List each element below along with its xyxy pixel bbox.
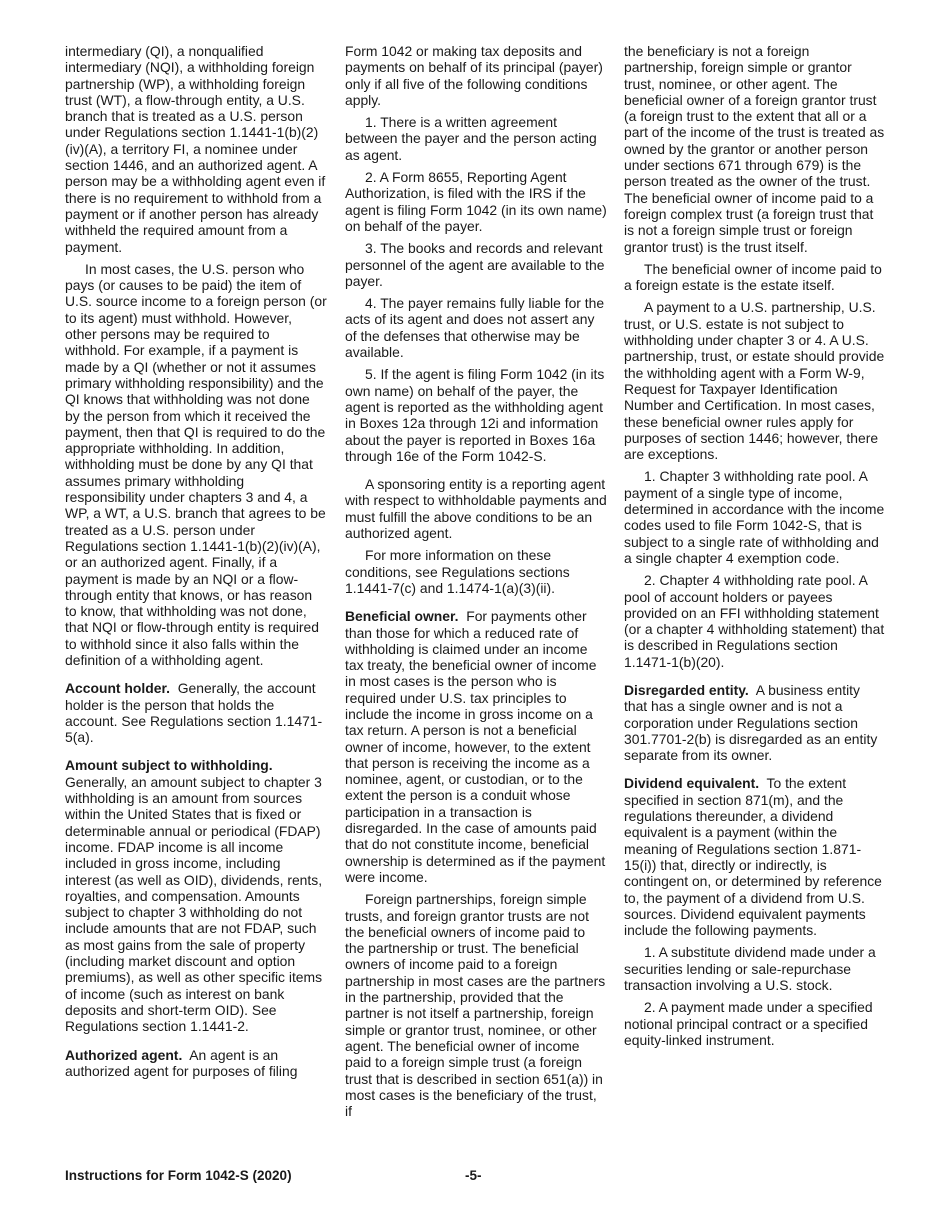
paragraph: In most cases, the U.S. person who pays (or causes to be paid) the item of U.S. source income to a foreign person (or to its agent) must withhold. However, other persons may be required to withhold. For example, if a payment is made by a QI (whether or not it assumes primary withholding responsibility) and the QI knows that withholding was not done by the person from which it received the payment, then that QI is required to do the appropriate withholding. In addition, withholding must be done by any QI that assumes primary withholding responsibility under chapters 3 and 4, a WP, a WT, a U.S. branch that agrees to be treated as a U.S. person under Regulations section 1.1441-1(b)(2)(iv)(A), or an authorized agent. Finally, if a payment is made by an NQI or a flow-through entity that knows, or has reason to know, that withholding was not done, that NQI or flow-through entity is required to withhold since it also falls within the definition of a withholding agent.: [65, 260, 327, 668]
condition-item: 1. There is a written agreement between the payer and the person acting as agent.: [345, 114, 597, 163]
list-item: 1. Chapter 3 withholding rate pool. A payment of a single type of income, determined in accordance with the income codes used to file Form 1042-S, that is subject to a single rate of withholding and a single chapter 4 exemption code.: [624, 468, 885, 566]
paragraph: Form 1042 or making tax deposits and payments on behalf of its principal (payer) only if all five of the following conditions apply.: [345, 43, 603, 108]
column-2: [345, 43, 607, 1125]
condition-item: 2. A Form 8655, Reporting Agent Authorization, is filed with the IRS if the agent is filing Form 1042 (in its own name) on behalf of the payer.: [345, 169, 607, 234]
definition-text: A business entity that has a single owner and is not a corporation under Regulations section 301.7701-2(b) is disregarded as an entity separate from its owner.: [624, 681, 878, 764]
footer-title: Instructions for Form 1042-S (2020): [65, 1168, 292, 1183]
definition-beneficial-owner: [345, 608, 607, 885]
page-number: -5-: [465, 1168, 482, 1183]
list-item: 2. A payment made under a specified notional principal contract or a specified equity-linked instrument.: [624, 999, 873, 1048]
paragraph: the beneficiary is not a foreign partnership, foreign simple or grantor trust, nominee, or other agent. The beneficial owner of a foreign grantor trust (a foreign trust to the extent that all or a part of the income of the trust is treated as owned by the grantor or another person under sections 671 through 679) is the person treated as the owner of the trust. The beneficial owner of income paid to a foreign complex trust (a foreign trust that is not a foreign simple trust or foreign grantor trust) is the trust itself.: [624, 43, 885, 255]
term-heading: Beneficial owner.: [345, 608, 459, 625]
term-heading: Dividend equivalent.: [624, 775, 760, 792]
definition-disregarded-entity: [624, 682, 886, 763]
paragraph: A payment to a U.S. partnership, U.S. trust, or U.S. estate is not subject to withholding under chapter 3 or 4. A U.S. partnership, trust, or estate should provide the withholding agent with a Form W-9, Request for Taxpayer Identification Number and Certification. In most cases, these beneficial owner rules apply for purposes of section 1446; however, there are exceptions.: [624, 299, 885, 463]
paragraph: A sponsoring entity is a reporting agent with respect to withholdable payments and must fulfill the above conditions to be an authorized agent.: [345, 476, 607, 542]
term-heading: Amount subject to withholding.: [65, 757, 273, 774]
term-heading: Disregarded entity.: [624, 681, 749, 698]
definition-authorized-agent: [65, 1047, 327, 1080]
condition-item: 5. If the agent is filing Form 1042 (in its own name) on behalf of the payer, the agent is reported as the withholding agent in Boxes 12a through 12i and information about the payer is reported in Boxes 16a through 16e of the Form 1042-S.: [345, 366, 605, 464]
paragraph: Foreign partnerships, foreign simple trusts, and foreign grantor trusts are not the beneficial owners of income paid to the partnership or trust. The beneficial owners of income paid to a foreign partnership in most cases are the partners in the partnership, provided that the partner is not itself a partnership, foreign simple or grantor trust, nominee, or other agent. The beneficial owner of income paid to a foreign simple trust (a foreign trust that is described in section 651(a)) in most cases is the beneficiary of the trust, if: [345, 891, 606, 1120]
definition-text: An agent is an authorized agent for purposes of filing: [65, 1046, 298, 1079]
list-item: 1. A substitute dividend made under a securities lending or sale-repurchase transaction involving a U.S. stock.: [624, 944, 876, 994]
definition-text: To the extent specified in section 871(m), and the regulations thereunder, a dividend equivalent is a payment (within the meaning of Regulations section 1.871-15(i)) that, directly or indirectly, is contingent on, or determined by reference to, the payment of a dividend from U.S. sources. Dividend equivalent payments include the following payments.: [624, 775, 882, 939]
paragraph: For more information on these conditions, see Regulations sections 1.1441-7(c) and 1.1474-1(a)(3)(ii).: [345, 547, 570, 596]
definition-text: Generally, the account holder is the person that holds the account. See Regulations section 1.1471-5(a).: [65, 680, 323, 746]
definition-account-holder: [65, 680, 327, 745]
column-3: [624, 43, 886, 1054]
paragraph: intermediary (QI), a nonqualified intermediary (NQI), a withholding foreign partnership (WP), a withholding foreign trust (WT), a flow-through entity, a U.S. branch that is treated as a U.S. person under Regulations section 1.1441-1(b)(2)(iv)(A), a territory FI, a nominee under section 1446, and an authorized agent. A person may be a withholding agent even if there is no requirement to withhold from a payment or if another person has already withheld the required amount from a payment.: [65, 43, 326, 255]
column-1: [65, 43, 327, 1085]
definition-text: Generally, an amount subject to chapter 3 withholding is an amount from sources within the United States that is fixed or determinable annual or periodical (FDAP) income. FDAP income is all income included in gross income, including interest (as well as OID), dividends, rents, royalties, and compensation. Amounts subject to chapter 3 withholding do not include amounts that are not FDAP, such as most gains from the sale of property (including market discount and option premiums), as well as other specific items of income (such as interest on bank deposits and short-term OID). See Regulations section 1.1441-2.: [65, 773, 323, 1035]
paragraph: The beneficial owner of income paid to a foreign estate is the estate itself.: [624, 260, 882, 294]
term-heading: Account holder.: [65, 680, 170, 697]
term-heading: Authorized agent.: [65, 1046, 183, 1063]
list-item: 2. Chapter 4 withholding rate pool. A pool of account holders or payees provided on an FFI withholding statement (or a chapter 4 withholding statement) that is described in Regulations section 1.1471-1(b)(20).: [624, 572, 885, 670]
condition-item: 4. The payer remains fully liable for the acts of its agent and does not assert any of the defenses that otherwise may be available.: [345, 295, 605, 361]
definition-dividend-equivalent: [624, 775, 886, 938]
definition-text: For payments other than those for which a reduced rate of withholding is claimed under an income tax treaty, the beneficial owner of income in most cases is the person who is required under U.S. tax principles to include the income in gross income on a tax return. A person is not a beneficial owner of income, however, to the extent that person is receiving the income as a nominee, agent, or custodian, or to the extent the person is a conduit whose participation in a transaction is disregarded. In the case of amounts paid that do not constitute income, beneficial ownership is determined as if the payment were income.: [345, 608, 606, 885]
condition-item: 3. The books and records and relevant personnel of the agent are available to the payer.: [345, 240, 605, 289]
definition-amount-subject-to-withholding: [65, 757, 327, 1034]
